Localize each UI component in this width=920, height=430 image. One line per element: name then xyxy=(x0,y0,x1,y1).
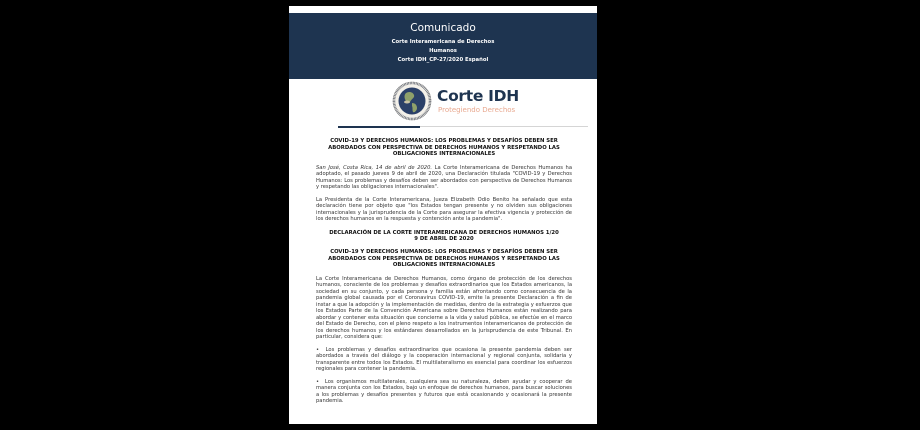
logo-wordmark: Corte IDH xyxy=(437,87,519,105)
bullet-icon: • xyxy=(316,346,320,353)
document-page xyxy=(289,6,597,424)
paragraph-intro xyxy=(316,165,572,191)
bullet-text: Los problemas y desafíos extraordinarios que ocasiona la presente pandemia deben ser abordados a través del diálogo y la cooperación internacional y regional conjunta, solidaria y transparente entre todos los Estados. El multilateralismo es esencial para coordinar los esfuerzos regionales para contener la pandemia. xyxy=(316,346,572,373)
dateline: San José, Costa Rica, 14 de abril de 2020. xyxy=(316,164,433,171)
paragraph-president: La Presidenta de la Corte Interamericana, Jueza Elizabeth Odio Benito ha señalado que esta declaración tiene por objeto que "los Estados tengan presente y no olviden sus obligaciones internacionales y la jurisprudencia de la Corte para asegurar la efectiva vigencia y protección de los derechos humanos en la respuesta y contención ante la pandemia". xyxy=(316,196,572,223)
heading-declaration-subject: COVID-19 Y DERECHOS HUMANOS: LOS PROBLEMAS Y DESAFÍOS DEBEN SER ABORDADOS CON PERSPECTIVA DE DERECHOS HUMANOS Y RESPETANDO LAS OBLIGACIONES INTERNACIONALES xyxy=(328,248,560,269)
heading-declaration xyxy=(316,230,572,243)
corte-idh-logo xyxy=(392,80,519,124)
heading-declaration-title: DECLARACIÓN DE LA CORTE INTERAMERICANA DE DERECHOS HUMANOS 1/20 xyxy=(329,229,559,236)
bullet-item xyxy=(316,379,572,405)
heading-main: COVID-19 Y DERECHOS HUMANOS: LOS PROBLEMAS Y DESAFÍOS DEBEN SER ABORDADOS CON PERSPECTIVA DE DERECHOS HUMANOS Y RESPETANDO LAS OBLIGACIONES INTERNACIONALES xyxy=(328,138,560,158)
header-org-line1: Corte Interamericana de Derechos xyxy=(391,39,495,45)
header-release-code: Corte IDH_CP-27/2020 Español xyxy=(397,57,489,63)
bullet-text: Los organismos multilaterales, cualquiera sea su naturaleza, deben ayudar y cooperar de manera conjunta con los Estados, bajo un enfoque de derechos humanos, para buscar soluciones a los problemas y desafíos presentes y futuros que está ocasionando y ocasionará la presente pandemia. xyxy=(316,378,572,405)
paragraph-intro-body: La Corte Interamericana de Derechos Humanos ha adoptado, el pasado jueves 9 de abril de 2020, una Declaración titulada "COVID-19 y Derechos Humanos: Los problemas y desafíos deben ser abordados con perspectiva de Derechos Humanos y respetando las obligaciones internacionales". xyxy=(316,164,572,191)
press-release-header xyxy=(289,13,597,79)
header-divider xyxy=(338,126,588,127)
bullet-item xyxy=(316,347,572,373)
document-body xyxy=(316,138,572,405)
header-title: Comunicado xyxy=(410,22,476,34)
court-seal-icon xyxy=(392,81,432,121)
header-org-line2: Humanos xyxy=(429,47,457,54)
paragraph-declaration: La Corte Interamericana de Derechos Humanos, como órgano de protección de los derechos humanos, consciente de los problemas y desafíos extraordinarios que los Estados americanos, la sociedad en su conjunto, y cada persona y familia están afrontando como consecuencia de la pandemia global causada por el Coronavirus COVID-19, emite la presente Declaración a fin de instar a que la adopción y la implementación de medidas, dentro de la estrategia y esfuerzos que los Estados Parte de la Convención Americana sobre Derechos Humanos están realizando para abordar y contener esta situación que concierne a la vida y salud pública, se efectúe en el marco del Estado de Derecho, con el pleno respeto a los instrumentos interamericanos de protección de los derechos humanos y los estándares desarrollados en la jurisprudencia de este Tribunal. En particular, considera que: xyxy=(316,275,572,341)
heading-declaration-date: 9 DE ABRIL DE 2020 xyxy=(414,236,474,243)
logo-tagline: Protegiendo Derechos xyxy=(438,106,516,114)
divider-accent xyxy=(338,126,420,128)
bullet-icon: • xyxy=(316,378,320,385)
